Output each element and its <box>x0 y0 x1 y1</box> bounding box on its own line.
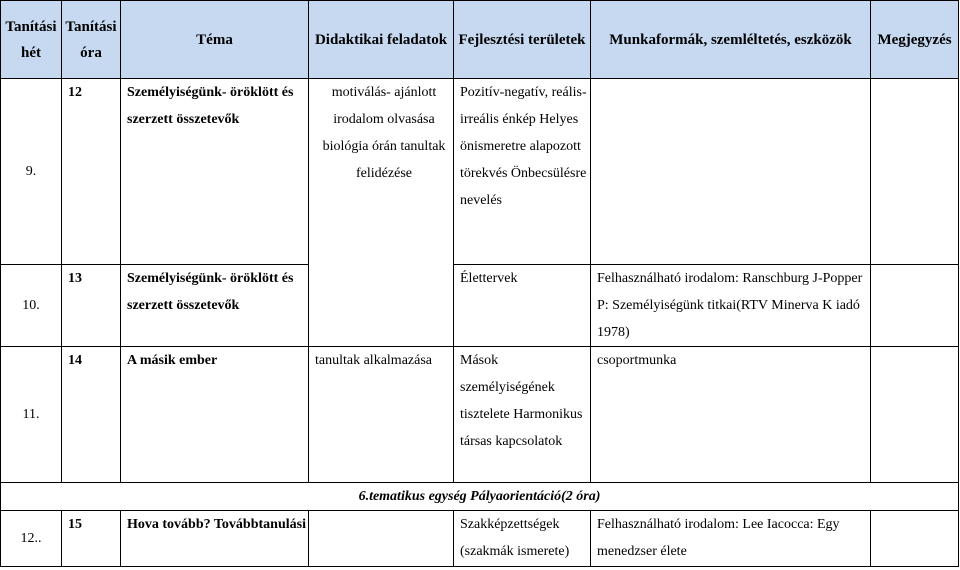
development-cell: Mások személyiségének tisztelete Harmonikus társas kapcsolatok <box>454 347 591 483</box>
table-row <box>1 511 959 567</box>
header-didactic: Didaktikai feladatok <box>309 1 454 79</box>
lesson-cell: 12 <box>62 79 121 265</box>
methods-cell: csoportmunka <box>591 347 871 483</box>
didactic-cell: tanultak alkalmazása <box>309 347 454 483</box>
table-row <box>1 79 959 265</box>
methods-cell: Felhasználható irodalom: Ranschburg J-Popper P: Személyiségünk titkai(RTV Minerva K iadó 1978) <box>591 265 871 347</box>
development-cell: Szakképzettségek (szakmák ismerete) <box>454 511 591 567</box>
header-week: Tanítási hét <box>1 1 62 79</box>
didactic-cell <box>309 265 454 347</box>
notes-cell <box>871 265 959 347</box>
header-topic: Téma <box>121 1 309 79</box>
header-methods: Munkaformák, szemléltetés, eszközök <box>591 1 871 79</box>
lesson-cell: 15 <box>62 511 121 567</box>
week-cell: 9. <box>1 79 62 265</box>
development-cell: Élettervek <box>454 265 591 347</box>
header-lesson: Tanítási óra <box>62 1 121 79</box>
notes-cell <box>871 511 959 567</box>
week-cell: 11. <box>1 347 62 483</box>
lesson-cell: 14 <box>62 347 121 483</box>
methods-cell: Felhasználható irodalom: Lee Iacocca: Egy menedzser élete <box>591 511 871 567</box>
methods-cell <box>591 79 871 265</box>
notes-cell <box>871 347 959 483</box>
week-cell: 10. <box>1 265 62 347</box>
development-cell: Pozitív-negatív, reális-irreális énkép Helyes önismeretre alapozott törekvés Önbecsülésre nevelés <box>454 79 591 265</box>
header-notes: Megjegyzés <box>871 1 959 79</box>
topic-cell: Hova tovább? Továbbtanulási <box>121 511 309 567</box>
topic-cell: A másik ember <box>121 347 309 483</box>
section-heading: 6.tematikus egység Pályaorientáció(2 óra) <box>1 483 959 511</box>
week-cell: 12.. <box>1 511 62 567</box>
header-development: Fejlesztési területek <box>454 1 591 79</box>
topic-cell: Személyiségünk- öröklött és szerzett összetevők <box>121 265 309 347</box>
section-row <box>1 483 959 511</box>
didactic-cell <box>309 511 454 567</box>
notes-cell <box>871 79 959 265</box>
lesson-cell: 13 <box>62 265 121 347</box>
didactic-cell: motiválás- ajánlott irodalom olvasása biológia órán tanultak felidézése <box>309 79 454 265</box>
topic-cell: Személyiségünk- öröklött és szerzett összetevők <box>121 79 309 265</box>
table-row <box>1 347 959 483</box>
header-row <box>1 1 959 79</box>
table-row <box>1 265 959 347</box>
